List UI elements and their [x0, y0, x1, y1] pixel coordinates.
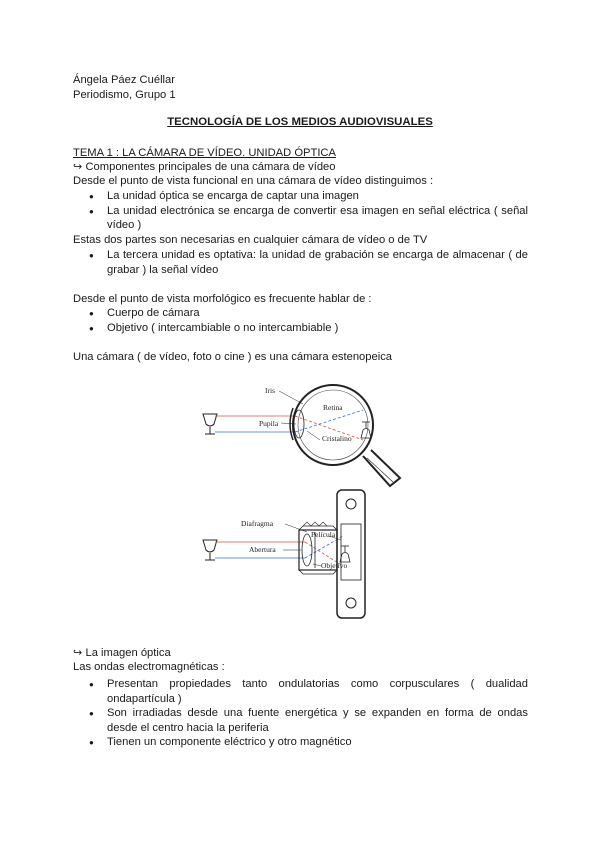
camera-diagram — [195, 488, 375, 623]
wine-glass-icon — [203, 540, 217, 560]
label-diafragma: Diafragma — [241, 519, 274, 528]
morph-intro: Desde el punto de vista morfológico es frecuente hablar de : — [73, 293, 372, 305]
course-info: Periodismo, Grupo 1 — [73, 89, 176, 101]
optional-unit-list — [73, 248, 528, 277]
label-objetivo: Objetivo — [321, 561, 348, 570]
waves-list — [73, 677, 528, 750]
section1-subheading: ↪ Componentes principales de una cámara de vídeo — [73, 161, 336, 173]
list-item: ● La tercera unidad es optativa: la unidad de grabación se encarga de almacenar ( de grabar ) la señal vídeo — [73, 248, 528, 277]
section2-intro: Las ondas electromagnéticas : — [73, 661, 225, 673]
label-abertura: Abertura — [249, 545, 276, 554]
document-title: TECNOLOGÍA DE LOS MEDIOS AUDIOVISUALES — [167, 116, 433, 128]
list-item: ● La unidad electrónica se encarga de convertir esa imagen en señal eléctrica ( señal vídeo ) — [73, 204, 528, 233]
inverted-glass-icon — [361, 422, 371, 438]
list-item: ● Tienen un componente eléctrico y otro magnético — [73, 735, 528, 750]
section1-intro: Desde el punto de vista funcional en una cámara de vídeo distinguimos : — [73, 175, 434, 187]
inverted-glass-icon — [340, 546, 350, 562]
label-retina: Retina — [323, 403, 343, 412]
list-item: ● Presentan propiedades tanto ondulatorias como corpusculares ( dualidad ondapartícula ) — [73, 677, 528, 706]
label-pupila: Pupila — [259, 419, 279, 428]
functional-units-list — [73, 189, 528, 233]
eye-diagram — [195, 378, 410, 488]
label-pelicula: Película — [311, 530, 336, 539]
section1-heading: TEMA 1 : LA CÁMARA DE VÍDEO. UNIDAD ÓPTICA — [73, 147, 336, 159]
list-item: ● La unidad óptica se encarga de captar una imagen — [73, 189, 528, 204]
section2-subheading: ↪ La imagen óptica — [73, 647, 171, 659]
label-cristalino: Cristalino — [322, 434, 352, 443]
eye-globe — [293, 385, 373, 465]
label-iris: Iris — [265, 386, 275, 395]
pinhole-text: Una cámara ( de vídeo, foto o cine ) es una cámara estenopeica — [73, 351, 393, 363]
section1-note: Estas dos partes son necesarias en cualquier cámara de vídeo o de TV — [73, 234, 428, 246]
wine-glass-icon — [203, 414, 217, 434]
author-name: Ángela Páez Cuéllar — [73, 74, 175, 86]
list-item: ● Objetivo ( intercambiable o no intercambiable ) — [73, 321, 528, 336]
list-item: ● Cuerpo de cámara — [73, 306, 528, 321]
list-item: ● Son irradiadas desde una fuente energética y se expanden en forma de ondas desde el centro hacia la periferia — [73, 706, 528, 735]
morph-list — [73, 306, 528, 335]
